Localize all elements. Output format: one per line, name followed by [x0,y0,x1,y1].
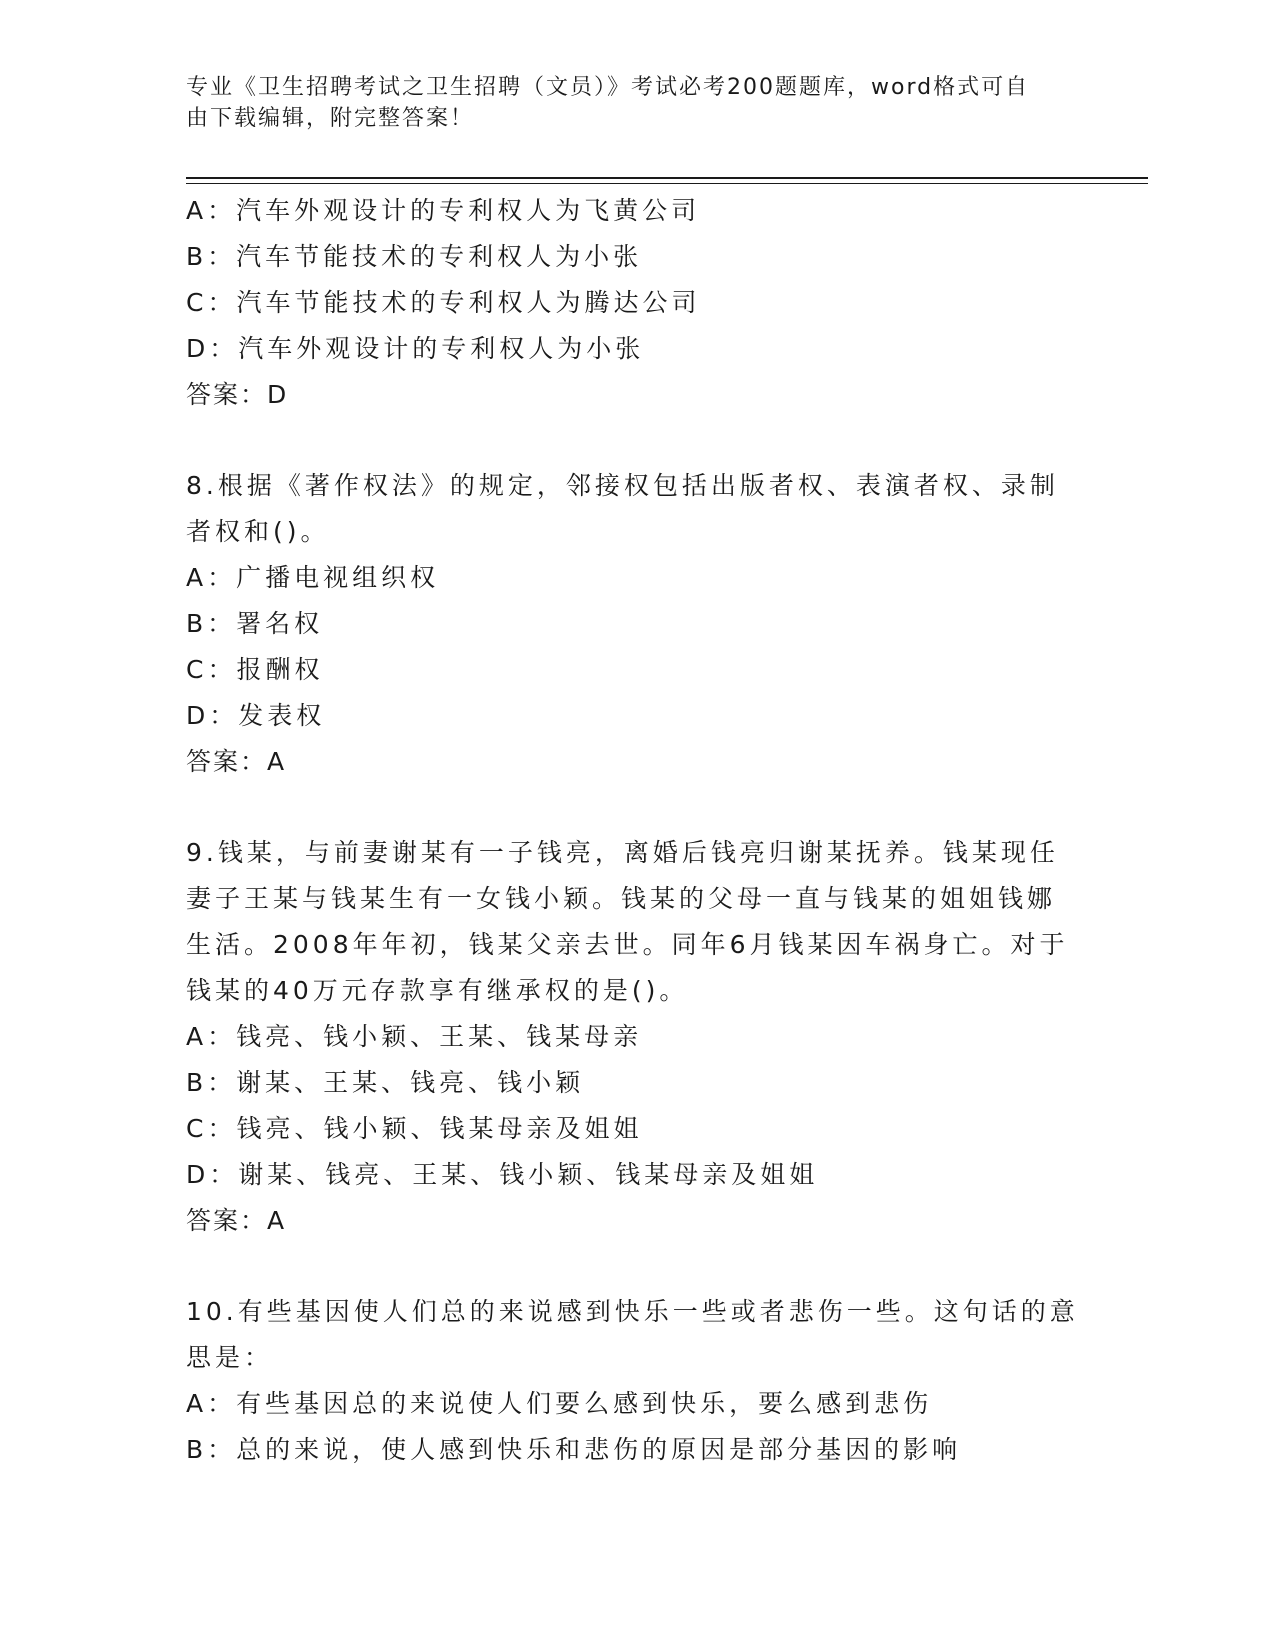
question-8-answer: 答案：A [186,747,287,776]
question-8-text-line-2: 者权和()。 [186,517,330,546]
question-10 [186,1289,1079,1473]
header-rule-thin [186,183,1148,184]
question-9-text-line-2: 妻子王某与钱某生有一女钱小颖。钱某的父母一直与钱某的姐姐钱娜 [186,884,1057,913]
question-9 [186,830,1069,1244]
question-9-text-line-4: 钱某的40万元存款享有继承权的是()。 [186,976,689,1005]
question-8-option-a: A：广播电视组织权 [186,563,440,592]
question-9-option-c: C：钱亮、钱小颖、钱某母亲及姐姐 [186,1114,643,1143]
spacer [186,785,1066,830]
spacer [186,418,1066,463]
document-header [186,72,1066,134]
spacer [186,1244,1066,1289]
header-rule-thick [186,177,1148,179]
question-7-answer: 答案：D [186,380,289,409]
question-7-option-d: D：汽车外观设计的专利权人为小张 [186,334,645,363]
question-8-text-line-1: 8.根据《著作权法》的规定，邻接权包括出版者权、表演者权、录制 [186,471,1059,500]
question-7-option-b: B：汽车节能技术的专利权人为小张 [186,242,643,271]
question-9-option-b: B：谢某、王某、钱亮、钱小颖 [186,1068,585,1097]
question-10-text-line-1: 10.有些基因使人们总的来说感到快乐一些或者悲伤一些。这句话的意 [186,1297,1079,1326]
question-10-option-b: B：总的来说，使人感到快乐和悲伤的原因是部分基因的影响 [186,1435,962,1464]
question-9-text-line-1: 9.钱某，与前妻谢某有一子钱亮，离婚后钱亮归谢某抚养。钱某现任 [186,838,1059,867]
question-9-option-a: A：钱亮、钱小颖、王某、钱某母亲 [186,1022,643,1051]
question-list [186,188,1079,1473]
question-8-option-c: C：报酬权 [186,655,324,684]
question-9-option-d: D：谢某、钱亮、王某、钱小颖、钱某母亲及姐姐 [186,1160,819,1189]
question-8-option-b: B：署名权 [186,609,324,638]
question-7-option-a: A：汽车外观设计的专利权人为飞黄公司 [186,196,701,225]
question-10-option-a: A：有些基因总的来说使人们要么感到快乐，要么感到悲伤 [186,1389,933,1418]
question-7 [186,188,1066,418]
question-9-answer: 答案：A [186,1206,287,1235]
header-line-2: 由下载编辑，附完整答案！ [186,106,475,131]
question-8-option-d: D：发表权 [186,701,326,730]
header-line-1: 专业《卫生招聘考试之卫生招聘（文员）》考试必考200题题库，word格式可自 [186,75,1030,100]
question-8 [186,463,1066,785]
question-7-option-c: C：汽车节能技术的专利权人为腾达公司 [186,288,701,317]
question-10-text-line-2: 思是： [186,1343,274,1372]
question-9-text-line-3: 生活。2008年年初，钱某父亲去世。同年6月钱某因车祸身亡。对于 [186,930,1069,959]
